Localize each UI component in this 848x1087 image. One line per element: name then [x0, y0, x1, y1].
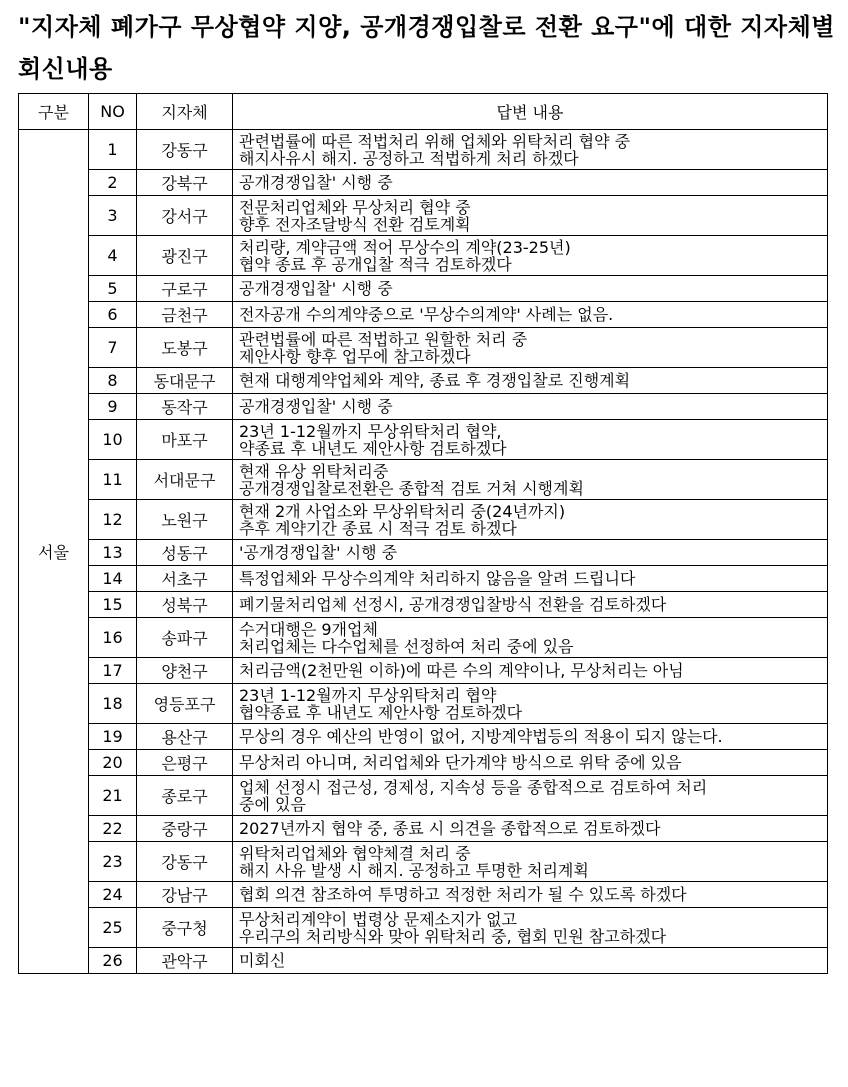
row-number: 3	[89, 196, 137, 236]
table-row	[19, 724, 828, 750]
answer-cell	[233, 908, 828, 948]
table-row	[19, 882, 828, 908]
answer-cell	[233, 328, 828, 368]
answer-cell	[233, 724, 828, 750]
answer-cell	[233, 196, 828, 236]
answer-cell	[233, 750, 828, 776]
table-row	[19, 276, 828, 302]
row-number: 24	[89, 882, 137, 908]
answer-line: 해지 사유 발생 시 해지. 공정하고 투명한 처리계획	[239, 860, 589, 880]
district-name: 성북구	[137, 592, 233, 618]
answer-line: 처리량, 계약금액 적어 무상수의 계약(23-25년)	[239, 237, 571, 257]
table-row	[19, 684, 828, 724]
district-name: 서초구	[137, 566, 233, 592]
answer-line: 업체 선정시 접근성, 경제성, 지속성 등을 종합적으로 검토하여 처리	[239, 777, 708, 797]
answer-line: 처리금액(2천만원 이하)에 따른 수의 계약이나, 무상처리는 아님	[239, 661, 684, 680]
answer-line: 전문처리업체와 무상처리 협약 중	[239, 197, 471, 217]
answer-line: 23년 1-12월까지 무상위탁처리 협약	[239, 685, 497, 705]
table-row	[19, 816, 828, 842]
row-number: 23	[89, 842, 137, 882]
table-row	[19, 566, 828, 592]
answer-line: 관련법률에 따른 적법하고 원할한 처리 중	[239, 329, 528, 349]
row-number: 25	[89, 908, 137, 948]
row-number: 17	[89, 658, 137, 684]
reply-table	[18, 93, 828, 974]
region-cell: 서울	[19, 130, 89, 974]
row-number: 19	[89, 724, 137, 750]
table-row	[19, 196, 828, 236]
district-name: 강동구	[137, 130, 233, 170]
row-number: 22	[89, 816, 137, 842]
district-name: 강서구	[137, 196, 233, 236]
row-number: 7	[89, 328, 137, 368]
answer-cell	[233, 368, 828, 394]
table-header-row	[19, 94, 828, 130]
row-number: 18	[89, 684, 137, 724]
answer-cell	[233, 302, 828, 328]
row-number: 9	[89, 394, 137, 420]
answer-line: 23년 1-12월까지 무상위탁처리 협약,	[239, 421, 502, 441]
district-name: 중구청	[137, 908, 233, 948]
row-number: 8	[89, 368, 137, 394]
table-row	[19, 130, 828, 170]
table-row	[19, 394, 828, 420]
header-district: 지자체	[137, 94, 233, 130]
row-number: 5	[89, 276, 137, 302]
district-name: 은평구	[137, 750, 233, 776]
table-row	[19, 170, 828, 196]
answer-line: 협회 의견 참조하여 투명하고 적정한 처리가 될 수 있도록 하겠다	[239, 885, 687, 904]
row-number: 4	[89, 236, 137, 276]
table-row	[19, 328, 828, 368]
table-row	[19, 776, 828, 816]
answer-cell	[233, 540, 828, 566]
header-no: NO	[89, 94, 137, 130]
answer-line: 2027년까지 협약 중, 종료 시 의견을 종합적으로 검토하겠다	[239, 819, 661, 838]
row-number: 16	[89, 618, 137, 658]
header-answer: 답변 내용	[233, 94, 828, 130]
answer-line: 약종료 후 내년도 제안사항 검토하겠다	[239, 438, 507, 458]
answer-line: 현재 대행계약업체와 계약, 종료 후 경쟁입찰로 진행계획	[239, 371, 631, 390]
answer-cell	[233, 394, 828, 420]
district-name: 용산구	[137, 724, 233, 750]
answer-line: 공개경쟁입찰' 시행 중	[239, 397, 393, 416]
answer-line: 공개경쟁입찰로전환은 종합적 검토 거쳐 시행계획	[239, 478, 584, 498]
district-name: 종로구	[137, 776, 233, 816]
answer-line: 특정업체와 무상수의계약 처리하지 않음을 알려 드립니다	[239, 569, 636, 588]
header-region: 구분	[19, 94, 89, 130]
table-row	[19, 592, 828, 618]
answer-line: 폐기물처리업체 선정시, 공개경쟁입찰방식 전환을 검토하겠다	[239, 595, 667, 614]
answer-cell	[233, 460, 828, 500]
answer-cell	[233, 420, 828, 460]
table-row	[19, 842, 828, 882]
table-row	[19, 948, 828, 974]
answer-line: 현재 2개 사업소와 무상위탁처리 중(24년까지)	[239, 501, 566, 521]
answer-line: 수거대행은 9개업체	[239, 619, 378, 639]
answer-line: 무상처리 아니며, 처리업체와 단가계약 방식으로 위탁 중에 있음	[239, 753, 682, 772]
row-number: 21	[89, 776, 137, 816]
answer-cell	[233, 948, 828, 974]
row-number: 26	[89, 948, 137, 974]
table-row	[19, 460, 828, 500]
answer-cell	[233, 816, 828, 842]
table-row	[19, 368, 828, 394]
answer-line: 관련법률에 따른 적법처리 위해 업체와 위탁처리 협약 중	[239, 131, 631, 151]
district-name: 강북구	[137, 170, 233, 196]
table-row	[19, 908, 828, 948]
district-name: 광진구	[137, 236, 233, 276]
answer-line: 협약 종료 후 공개입찰 적극 검토하겠다	[239, 254, 512, 274]
answer-line: 추후 계약기간 종료 시 적극 검토 하겠다	[239, 518, 517, 538]
answer-line: 무상처리계약이 법령상 문제소지가 없고	[239, 909, 518, 929]
answer-line: 해지사유시 해지. 공정하고 적법하게 처리 하겠다	[239, 148, 579, 168]
district-name: 마포구	[137, 420, 233, 460]
district-name: 강동구	[137, 842, 233, 882]
row-number: 11	[89, 460, 137, 500]
answer-line: 무상의 경우 예산의 반영이 없어, 지방계약법등의 적용이 되지 않는다.	[239, 727, 723, 746]
district-name: 양천구	[137, 658, 233, 684]
district-name: 관악구	[137, 948, 233, 974]
answer-line: 향후 전자조달방식 전환 검토계획	[239, 214, 471, 234]
answer-line: 미회신	[239, 951, 286, 970]
table-row	[19, 658, 828, 684]
answer-cell	[233, 170, 828, 196]
answer-line: 협약종료 후 내년도 제안사항 검토하겠다	[239, 702, 523, 722]
district-name: 동작구	[137, 394, 233, 420]
answer-cell	[233, 592, 828, 618]
answer-cell	[233, 842, 828, 882]
answer-cell	[233, 566, 828, 592]
answer-cell	[233, 658, 828, 684]
answer-cell	[233, 882, 828, 908]
answer-cell	[233, 776, 828, 816]
district-name: 도봉구	[137, 328, 233, 368]
district-name: 중랑구	[137, 816, 233, 842]
answer-cell	[233, 684, 828, 724]
district-name: 동대문구	[137, 368, 233, 394]
row-number: 10	[89, 420, 137, 460]
answer-line: 처리업체는 다수업체를 선정하여 처리 중에 있음	[239, 636, 574, 656]
district-name: 영등포구	[137, 684, 233, 724]
table-row	[19, 236, 828, 276]
table-row	[19, 500, 828, 540]
district-name: 성동구	[137, 540, 233, 566]
row-number: 20	[89, 750, 137, 776]
row-number: 13	[89, 540, 137, 566]
answer-cell	[233, 500, 828, 540]
row-number: 6	[89, 302, 137, 328]
table-row	[19, 420, 828, 460]
district-name: 금천구	[137, 302, 233, 328]
answer-line: 제안사항 향후 업무에 참고하겠다	[239, 346, 471, 366]
row-number: 2	[89, 170, 137, 196]
table-row	[19, 750, 828, 776]
table-row	[19, 302, 828, 328]
district-name: 서대문구	[137, 460, 233, 500]
document-title: "지자체 폐가구 무상협약 지양, 공개경쟁입찰로 전환 요구"에 대한 지자체별 회신내용	[18, 13, 835, 83]
answer-line: 공개경쟁입찰' 시행 중	[239, 173, 393, 192]
answer-cell	[233, 236, 828, 276]
district-name: 강남구	[137, 882, 233, 908]
answer-line: 위탁처리업체와 협약체결 처리 중	[239, 843, 471, 863]
answer-cell	[233, 276, 828, 302]
row-number: 12	[89, 500, 137, 540]
answer-cell	[233, 618, 828, 658]
answer-line: 중에 있음	[239, 794, 306, 814]
table-row	[19, 540, 828, 566]
district-name: 송파구	[137, 618, 233, 658]
answer-cell	[233, 130, 828, 170]
answer-line: 공개경쟁입찰' 시행 중	[239, 279, 393, 298]
answer-line: 현재 유상 위탁처리중	[239, 461, 389, 481]
answer-line: 전자공개 수의계약중으로 '무상수의계약' 사례는 없음.	[239, 305, 614, 324]
answer-line: 우리구의 처리방식와 맞아 위탁처리 중, 협회 민원 참고하겠다	[239, 926, 667, 946]
answer-line: '공개경쟁입찰' 시행 중	[239, 543, 398, 562]
district-name: 구로구	[137, 276, 233, 302]
district-name: 노원구	[137, 500, 233, 540]
row-number: 15	[89, 592, 137, 618]
table-row	[19, 618, 828, 658]
row-number: 1	[89, 130, 137, 170]
row-number: 14	[89, 566, 137, 592]
